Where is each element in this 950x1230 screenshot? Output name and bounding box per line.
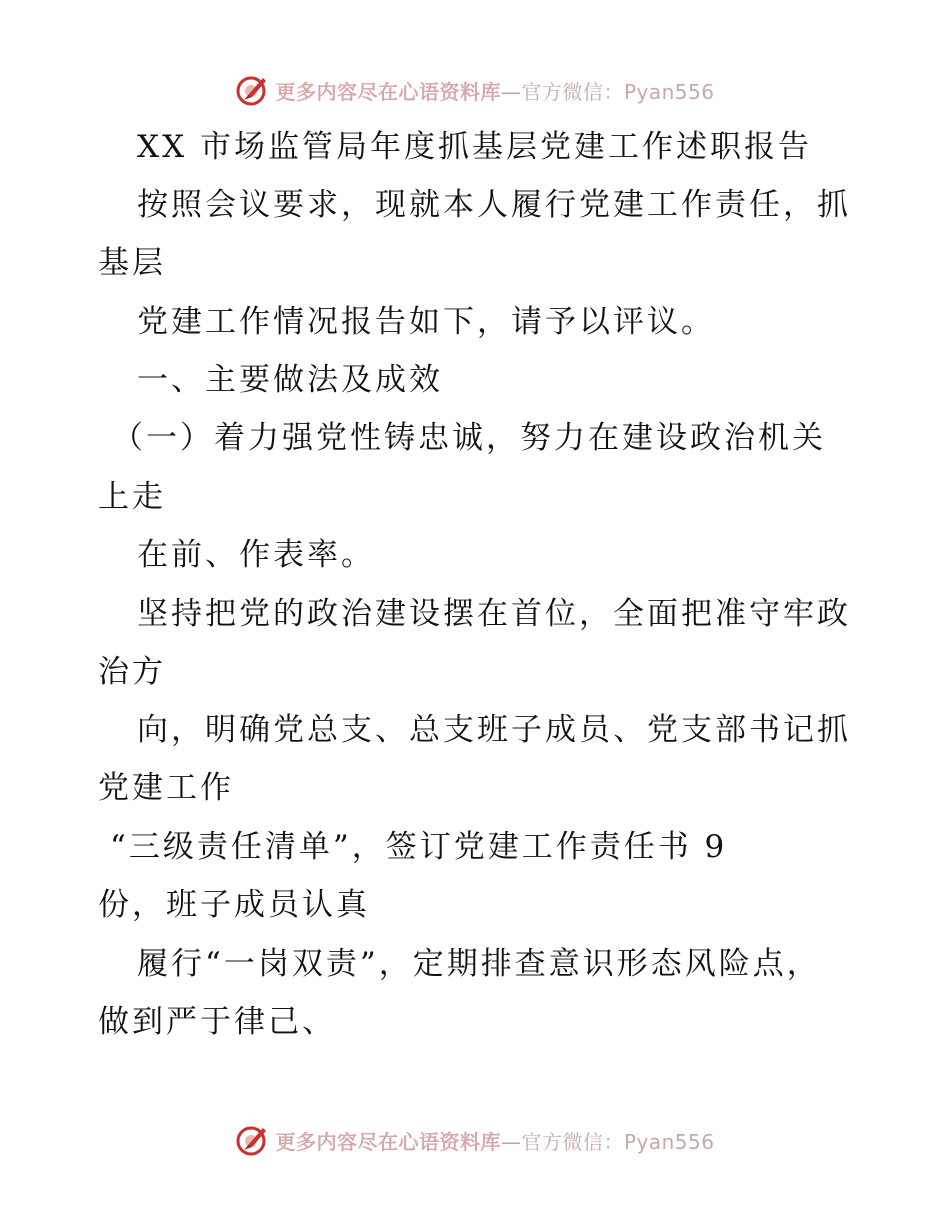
- paragraph-line: 坚持把党的政治建设摆在首位，全面把准守牢政: [137, 596, 851, 632]
- watermark-banner-top: [0, 70, 950, 110]
- watermark-banner-bottom: [0, 1120, 950, 1160]
- paragraph-line: 份，班子成员认真: [98, 887, 370, 923]
- paragraph-line: 履行“一岗双责”，定期排查意识形态风险点，: [137, 946, 821, 982]
- pen-logo-icon: [235, 73, 269, 107]
- watermark-text: 更多内容尽在心语资料库—官方微信：Pyan556: [275, 79, 715, 104]
- paragraph-line: 做到严于律己、: [98, 1004, 336, 1040]
- paragraph-line: 治方: [98, 654, 166, 690]
- paragraph-line: 党建工作情况报告如下，请予以评议。: [137, 304, 715, 340]
- paragraph-line: 基层: [98, 245, 166, 281]
- paragraph-line: “三级责任清单”，签订党建工作责任书 9: [110, 829, 728, 865]
- subsection-heading: （一）着力强党性铸忠诚，努力在建设政治机关: [112, 420, 826, 456]
- document-title: XX 市场监管局年度抓基层党建工作述职报告: [137, 129, 812, 165]
- paragraph-line: 向，明确党总支、总支班子成员、党支部书记抓: [137, 712, 851, 748]
- paragraph-line: 在前、作表率。: [137, 537, 375, 573]
- watermark-text: 更多内容尽在心语资料库—官方微信：Pyan556: [275, 1129, 715, 1154]
- paragraph-line: 上走: [98, 479, 166, 515]
- paragraph-line: 党建工作: [98, 770, 234, 806]
- section-heading: 一、主要做法及成效: [137, 362, 443, 398]
- paragraph-line: 按照会议要求，现就本人履行党建工作责任，抓: [137, 187, 851, 223]
- pen-logo-icon: [235, 1123, 269, 1157]
